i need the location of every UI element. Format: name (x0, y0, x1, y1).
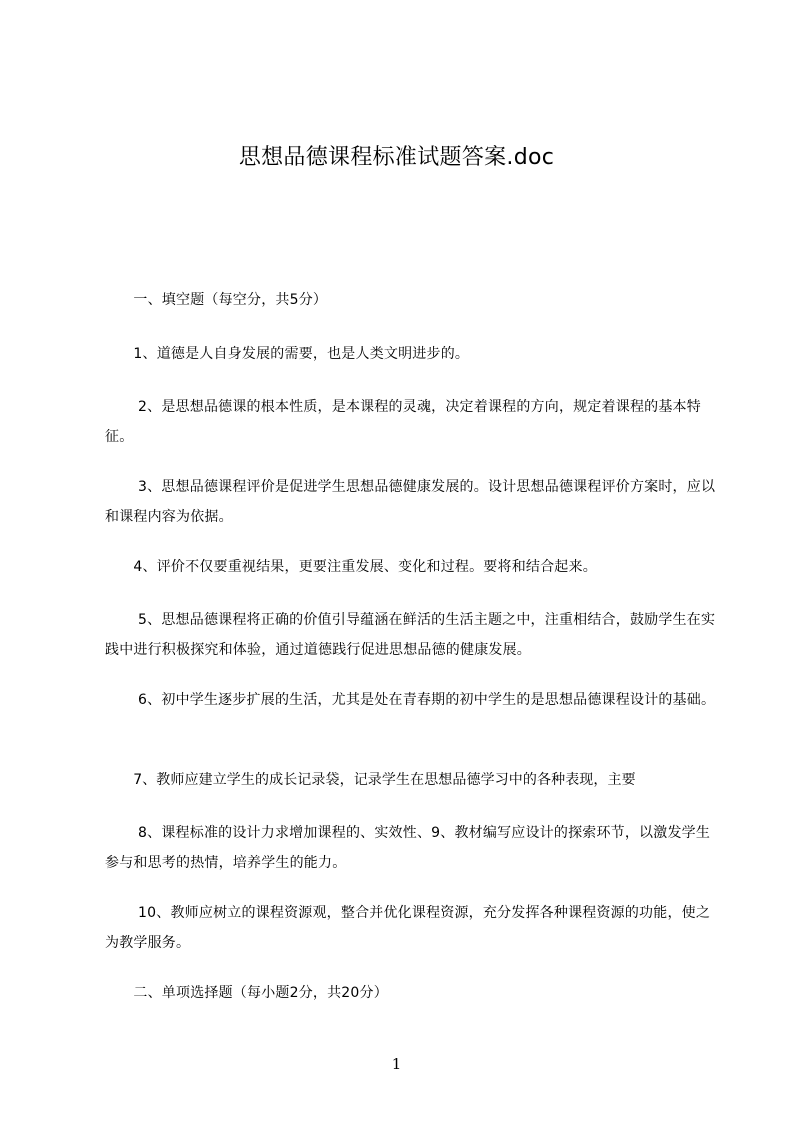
question-3: 3、思想品德课程评价是促进学生思想品德健康发展的。设计思想品德课程评价方案时，应以和课程内容为依据。 (105, 479, 716, 525)
question-1: 1、道德是人自身发展的需要，也是人类文明进步的。 (105, 346, 470, 362)
question-4: 4、评价不仅要重视结果，更要注重发展、变化和过程。要将和结合起来。 (105, 559, 597, 575)
question-7: 7、教师应建立学生的成长记录袋，记录学生在思想品德学习中的各种表现，主要 (105, 772, 636, 788)
question-6: 6、初中学生逐步扩展的生活，尤其是处在青春期的初中学生的是思想品德课程设计的基础。 (105, 692, 716, 708)
question-2: 2、是思想品德课的根本性质，是本课程的灵魂，决定着课程的方向，规定着课程的基本特征。 (105, 399, 701, 445)
page-number: 1 (391, 1055, 402, 1073)
document-title: 思想品德课程标准试题答案.doc (238, 145, 555, 170)
question-10: 10、教师应树立的课程资源观，整合并优化课程资源，充分发挥各种课程资源的功能，使之为教学服务。 (105, 905, 711, 951)
question-8-9: 8、课程标准的设计力求增加课程的、实效性、9、教材编写应设计的探索环节，以激发学生参与和思考的热情，培养学生的能力。 (105, 825, 711, 871)
section-heading-single-choice: 二、单项选择题（每小题2分，共20分） (105, 985, 388, 1001)
question-5: 5、思想品德课程将正确的价值引导蕴涵在鲜活的生活主题之中，注重相结合，鼓励学生在实践中进行积极探究和体验，通过道德践行促进思想品德的健康发展。 (105, 612, 716, 658)
section-heading-fill-blank: 一、填空题（每空分，共5分） (105, 292, 328, 308)
